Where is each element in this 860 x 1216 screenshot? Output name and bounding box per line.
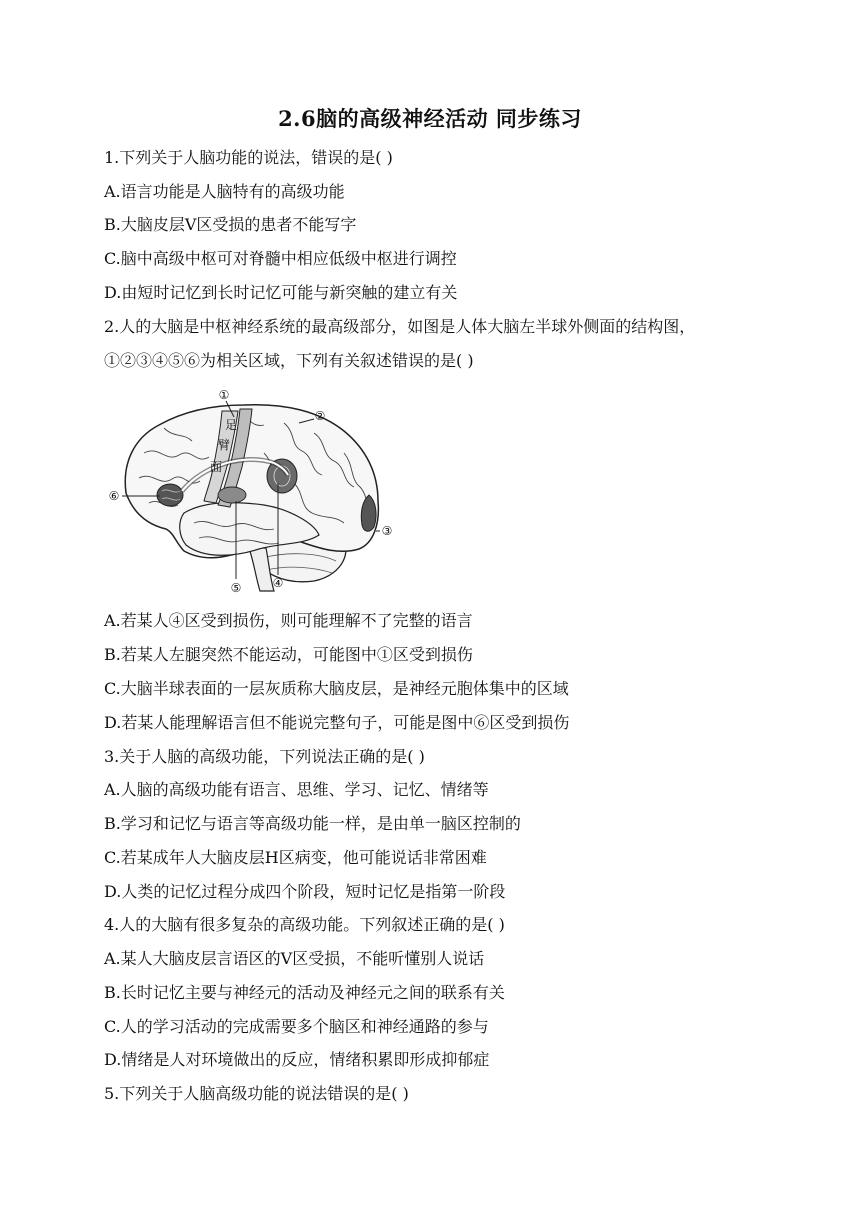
brain-diagram [104,383,396,595]
brain-left-hemisphere-illustration [104,383,396,595]
q4-option-d: D.情绪是人对环境做出的反应，情绪积累即形成抑郁症 [104,1050,490,1069]
q4-option-c: C.人的学习活动的完成需要多个脑区和神经通路的参与 [104,1017,489,1036]
q2-option-d: D.若某人能理解语言但不能说完整句子，可能是图中⑥区受到损伤 [104,713,570,732]
page-title: 2.6脑的高级神经活动 同步练习 [278,106,582,131]
label-arm: 臂 [218,438,231,452]
q2-option-c: C.大脑半球表面的一层灰质称大脑皮层，是神经元胞体集中的区域 [104,679,569,698]
q3-option-b: B.学习和记忆与语言等高级功能一样，是由单一脑区控制的 [104,814,521,833]
label-face: 面 [210,460,223,474]
q4-option-a: A.某人大脑皮层言语区的V区受损，不能听懂别人说话 [104,949,485,968]
q3-option-a: A.人脑的高级功能有语言、思维、学习、记忆、情绪等 [104,780,489,799]
q3-stem: 3.关于人脑的高级功能，下列说法正确的是( ) [104,747,425,766]
q2-option-b: B.若某人左腿突然不能运动，可能图中①区受到损伤 [104,645,473,664]
q5-stem: 5.下列关于人脑高级功能的说法错误的是( ) [104,1084,409,1103]
callout-6: ⑥ [108,489,120,503]
q1-option-b: B.大脑皮层V区受损的患者不能写字 [104,215,357,234]
q1-option-c: C.脑中高级中枢可对脊髓中相应低级中枢进行调控 [104,249,457,268]
q1-option-a: A.语言功能是人脑特有的高级功能 [104,182,345,201]
q4-option-b: B.长时记忆主要与神经元的活动及神经元之间的联系有关 [104,983,505,1002]
q2-stem-line2: ①②③④⑤⑥为相关区域，下列有关叙述错误的是( ) [104,351,474,370]
callout-2: ② [314,409,326,423]
label-foot: 足 [225,418,238,432]
q1-option-d: D.由短时记忆到长时记忆可能与新突触的建立有关 [104,283,458,302]
q1-stem: 1.下列关于人脑功能的说法，错误的是( ) [104,148,393,167]
callout-4: ④ [272,576,284,590]
callout-5: ⑤ [230,581,242,595]
q3-option-d: D.人类的记忆过程分成四个阶段，短时记忆是指第一阶段 [104,882,506,901]
callout-1: ① [218,388,230,402]
q4-stem: 4.人的大脑有很多复杂的高级功能。下列叙述正确的是( ) [104,915,505,934]
q2-stem-line1: 2.人的大脑是中枢神经系统的最高级部分，如图是人体大脑左半球外侧面的结构图， [104,317,696,336]
q3-option-c: C.若某成年人大脑皮层H区病变，他可能说话非常困难 [104,848,487,867]
callout-3: ③ [381,524,393,538]
q2-option-a: A.若某人④区受到损伤，则可能理解不了完整的语言 [104,611,473,630]
